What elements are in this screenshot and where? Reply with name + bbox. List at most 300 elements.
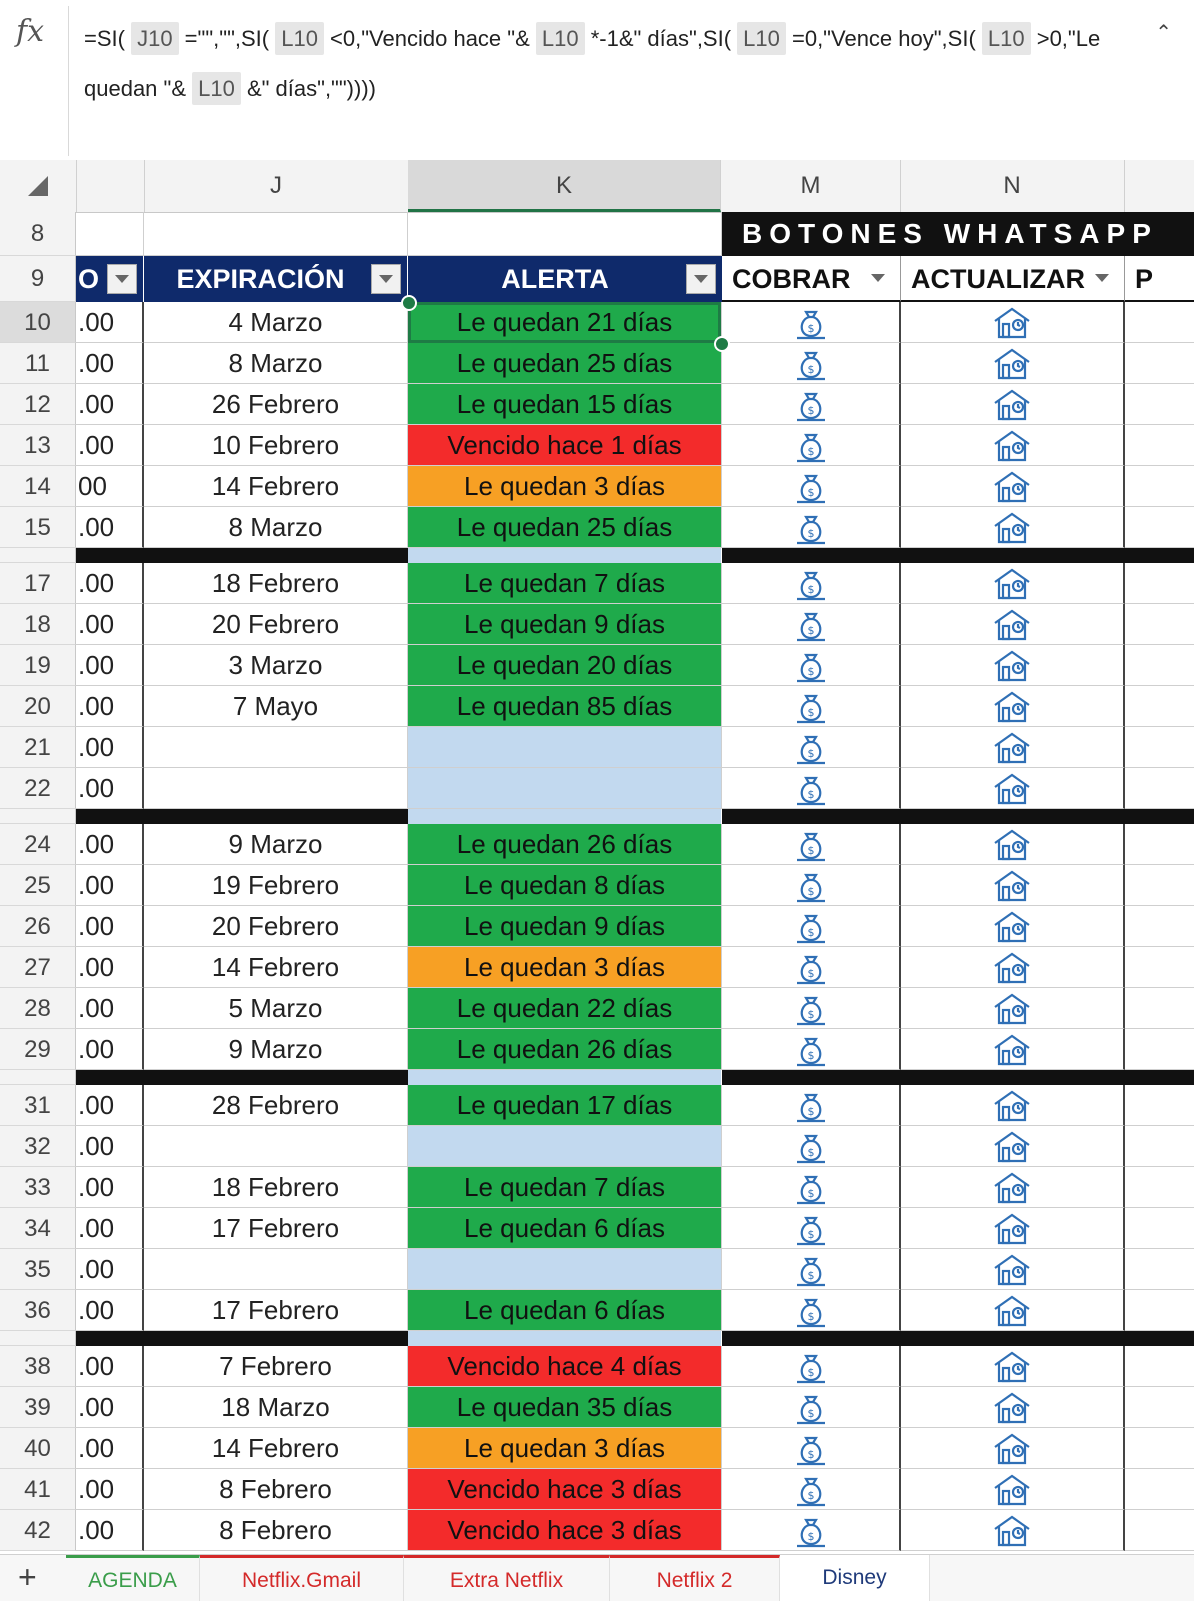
cell-amount[interactable]: .00 [76, 645, 144, 686]
cell-alerta[interactable]: Le quedan 9 días [408, 906, 722, 947]
house-refresh-icon[interactable] [991, 1483, 1033, 1510]
cell-expiracion[interactable] [144, 727, 408, 768]
money-bag-icon[interactable] [791, 1181, 831, 1208]
column-header-k[interactable]: K [408, 160, 721, 212]
money-bag-icon[interactable] [791, 879, 831, 906]
row-header[interactable]: 18 [0, 604, 76, 645]
cell-expiracion[interactable]: 28 Febrero [144, 1085, 408, 1126]
cell-amount[interactable]: .00 [76, 1167, 144, 1208]
cell-expiracion[interactable]: 8 Febrero [144, 1510, 408, 1551]
cell-expiracion[interactable]: 26 Febrero [144, 384, 408, 425]
cell-alerta[interactable]: Le quedan 26 días [408, 824, 722, 865]
money-bag-icon[interactable] [791, 439, 831, 466]
money-bag-icon[interactable] [791, 1442, 831, 1469]
cell-amount[interactable]: .00 [76, 1208, 144, 1249]
row-header[interactable]: 14 [0, 466, 76, 507]
house-refresh-icon[interactable] [991, 838, 1033, 865]
cell[interactable] [1125, 947, 1194, 988]
cell-cobrar[interactable] [722, 824, 901, 865]
cell-expiracion[interactable]: 3 Marzo [144, 645, 408, 686]
cell-amount[interactable]: .00 [76, 1085, 144, 1126]
row-header[interactable]: 25 [0, 865, 76, 906]
sheet-tab[interactable]: AGENDA [66, 1555, 200, 1601]
cell-alerta[interactable]: Le quedan 6 días [408, 1208, 722, 1249]
cell-alerta[interactable]: Le quedan 25 días [408, 507, 722, 548]
sheet-tab[interactable]: Disney [780, 1555, 930, 1601]
money-bag-icon[interactable] [791, 920, 831, 947]
cell[interactable] [1125, 507, 1194, 548]
cell-amount[interactable]: .00 [76, 604, 144, 645]
cell-amount[interactable]: .00 [76, 768, 144, 809]
cell-alerta[interactable]: Le quedan 85 días [408, 686, 722, 727]
cell-expiracion[interactable]: 5 Marzo [144, 988, 408, 1029]
cell-actualizar[interactable] [901, 1249, 1125, 1290]
cell-alerta[interactable] [408, 727, 722, 768]
cell-cobrar[interactable] [722, 1167, 901, 1208]
row-header[interactable]: 32 [0, 1126, 76, 1167]
cell-actualizar[interactable] [901, 466, 1125, 507]
header-alerta[interactable] [408, 256, 722, 302]
house-refresh-icon[interactable] [991, 480, 1033, 507]
cell-alerta[interactable] [408, 768, 722, 809]
cell-alerta[interactable]: Vencido hace 4 días [408, 1346, 722, 1387]
cell-actualizar[interactable] [901, 824, 1125, 865]
cell-amount[interactable]: .00 [76, 988, 144, 1029]
house-refresh-icon[interactable] [991, 439, 1033, 466]
cell-amount[interactable]: .00 [76, 1469, 144, 1510]
money-bag-icon[interactable] [791, 659, 831, 686]
cell-alerta[interactable] [408, 1126, 722, 1167]
cell-amount[interactable]: .00 [76, 563, 144, 604]
cell-expiracion[interactable]: 10 Febrero [144, 425, 408, 466]
house-refresh-icon[interactable] [991, 1360, 1033, 1387]
row-header[interactable]: 24 [0, 824, 76, 865]
row-header-hidden[interactable] [0, 809, 76, 824]
formula-input[interactable] [84, 14, 1124, 114]
selection-handle[interactable] [401, 295, 417, 311]
cell[interactable] [1125, 302, 1194, 343]
house-refresh-icon[interactable] [991, 1401, 1033, 1428]
cell[interactable] [144, 212, 408, 256]
house-refresh-icon[interactable] [991, 1524, 1033, 1551]
money-bag-icon[interactable] [791, 316, 831, 343]
money-bag-icon[interactable] [791, 838, 831, 865]
cell-expiracion[interactable]: 14 Febrero [144, 466, 408, 507]
cell-cobrar[interactable] [722, 604, 901, 645]
cell-cobrar[interactable] [722, 988, 901, 1029]
cell-alerta[interactable]: Le quedan 3 días [408, 466, 722, 507]
header-expiracion[interactable] [144, 256, 408, 302]
sheet-tab[interactable]: Extra Netflix [404, 1555, 610, 1601]
money-bag-icon[interactable] [791, 618, 831, 645]
house-refresh-icon[interactable] [991, 1304, 1033, 1331]
cell-expiracion[interactable]: 18 Marzo [144, 1387, 408, 1428]
row-header[interactable]: 40 [0, 1428, 76, 1469]
cell-expiracion[interactable]: 8 Febrero [144, 1469, 408, 1510]
cell[interactable] [408, 212, 722, 256]
house-refresh-icon[interactable] [991, 316, 1033, 343]
row-header[interactable]: 17 [0, 563, 76, 604]
cell-alerta[interactable]: Le quedan 9 días [408, 604, 722, 645]
house-refresh-icon[interactable] [991, 1442, 1033, 1469]
cell-expiracion[interactable]: 20 Febrero [144, 604, 408, 645]
cell-cobrar[interactable] [722, 1387, 901, 1428]
cell-alerta[interactable] [408, 1249, 722, 1290]
money-bag-icon[interactable] [791, 1140, 831, 1167]
cell[interactable] [76, 212, 144, 256]
cell-alerta[interactable]: Le quedan 35 días [408, 1387, 722, 1428]
sheet-tab[interactable]: Netflix.Gmail [200, 1555, 404, 1601]
cell-expiracion[interactable]: 7 Febrero [144, 1346, 408, 1387]
cell-amount[interactable]: .00 [76, 947, 144, 988]
row-header[interactable]: 10 [0, 302, 76, 343]
cell[interactable] [1125, 466, 1194, 507]
cell-cobrar[interactable] [722, 1290, 901, 1331]
cell-expiracion[interactable]: 9 Marzo [144, 824, 408, 865]
chevron-up-icon[interactable]: ⌃ [1155, 22, 1172, 44]
cell-amount[interactable]: .00 [76, 1126, 144, 1167]
cell[interactable] [1125, 645, 1194, 686]
money-bag-icon[interactable] [791, 357, 831, 384]
cell-actualizar[interactable] [901, 1510, 1125, 1551]
cell-cobrar[interactable] [722, 1208, 901, 1249]
row-header-9[interactable]: 9 [0, 256, 76, 302]
money-bag-icon[interactable] [791, 1304, 831, 1331]
cell-actualizar[interactable] [901, 768, 1125, 809]
cell[interactable] [1125, 1469, 1194, 1510]
cell[interactable] [1125, 1510, 1194, 1551]
cell-alerta[interactable]: Le quedan 25 días [408, 343, 722, 384]
row-header[interactable]: 27 [0, 947, 76, 988]
house-refresh-icon[interactable] [991, 1222, 1033, 1249]
cell-alerta[interactable]: Vencido hace 3 días [408, 1469, 722, 1510]
cell-actualizar[interactable] [901, 1346, 1125, 1387]
cell[interactable] [1125, 727, 1194, 768]
money-bag-icon[interactable] [791, 1222, 831, 1249]
money-bag-icon[interactable] [791, 700, 831, 727]
house-refresh-icon[interactable] [991, 961, 1033, 988]
row-header[interactable]: 21 [0, 727, 76, 768]
row-header[interactable]: 15 [0, 507, 76, 548]
money-bag-icon[interactable] [791, 782, 831, 809]
header-col-i[interactable] [76, 256, 144, 302]
row-header[interactable]: 29 [0, 1029, 76, 1070]
cell[interactable] [1125, 1428, 1194, 1469]
money-bag-icon[interactable] [791, 1524, 831, 1551]
cell-actualizar[interactable] [901, 563, 1125, 604]
cell-amount[interactable]: 00 [76, 466, 144, 507]
money-bag-icon[interactable] [791, 741, 831, 768]
cell-amount[interactable]: .00 [76, 1387, 144, 1428]
cell-actualizar[interactable] [901, 906, 1125, 947]
cell[interactable] [1125, 1387, 1194, 1428]
house-refresh-icon[interactable] [991, 357, 1033, 384]
row-header[interactable]: 22 [0, 768, 76, 809]
filter-dropdown-icon[interactable] [686, 264, 716, 294]
cell-actualizar[interactable] [901, 988, 1125, 1029]
house-refresh-icon[interactable] [991, 920, 1033, 947]
cell[interactable] [1125, 563, 1194, 604]
cell-alerta[interactable]: Le quedan 8 días [408, 865, 722, 906]
money-bag-icon[interactable] [791, 480, 831, 507]
row-header[interactable]: 33 [0, 1167, 76, 1208]
cell-cobrar[interactable] [722, 1249, 901, 1290]
house-refresh-icon[interactable] [991, 1140, 1033, 1167]
cell-actualizar[interactable] [901, 645, 1125, 686]
house-refresh-icon[interactable] [991, 398, 1033, 425]
cell[interactable] [1125, 343, 1194, 384]
cell-cobrar[interactable] [722, 563, 901, 604]
header-alerta-label: ALERTA [501, 264, 609, 294]
cell-alerta[interactable]: Le quedan 20 días [408, 645, 722, 686]
house-refresh-icon[interactable] [991, 700, 1033, 727]
cell-amount[interactable]: .00 [76, 1428, 144, 1469]
money-bag-icon[interactable] [791, 398, 831, 425]
column-header-m[interactable]: M [721, 160, 901, 212]
cell-alerta[interactable]: Le quedan 17 días [408, 1085, 722, 1126]
cell-actualizar[interactable] [901, 865, 1125, 906]
cell-actualizar[interactable] [901, 1167, 1125, 1208]
row-header[interactable]: 35 [0, 1249, 76, 1290]
cell-amount[interactable]: .00 [76, 1029, 144, 1070]
column-header-next[interactable] [1124, 160, 1194, 212]
cell-cobrar[interactable] [722, 1126, 901, 1167]
cell-alerta[interactable]: Le quedan 7 días [408, 563, 722, 604]
money-bag-icon[interactable] [791, 1002, 831, 1029]
money-bag-icon[interactable] [791, 1043, 831, 1070]
cell-alerta[interactable]: Le quedan 22 días [408, 988, 722, 1029]
cell-cobrar[interactable] [722, 1346, 901, 1387]
row-header[interactable]: 19 [0, 645, 76, 686]
house-refresh-icon[interactable] [991, 659, 1033, 686]
cell-amount[interactable]: .00 [76, 1346, 144, 1387]
row-header[interactable]: 12 [0, 384, 76, 425]
filter-dropdown-icon[interactable] [371, 264, 401, 294]
cell[interactable] [1125, 425, 1194, 466]
money-bag-icon[interactable] [791, 1099, 831, 1126]
filter-dropdown-icon[interactable] [1088, 264, 1118, 294]
filter-dropdown-icon[interactable] [107, 264, 137, 294]
header-cobrar[interactable] [722, 256, 901, 302]
cell[interactable] [1125, 906, 1194, 947]
house-refresh-icon[interactable] [991, 1263, 1033, 1290]
house-refresh-icon[interactable] [991, 1043, 1033, 1070]
cell-actualizar[interactable] [901, 1085, 1125, 1126]
cell-alerta[interactable]: Le quedan 3 días [408, 947, 722, 988]
cell-actualizar[interactable] [901, 1290, 1125, 1331]
cell-amount[interactable]: .00 [76, 686, 144, 727]
cell-actualizar[interactable] [901, 425, 1125, 466]
cell-expiracion[interactable] [144, 1249, 408, 1290]
cell-expiracion[interactable]: 20 Febrero [144, 906, 408, 947]
cell-cobrar[interactable] [722, 425, 901, 466]
cell-alerta[interactable]: Vencido hace 1 días [408, 425, 722, 466]
cell-cobrar[interactable] [722, 384, 901, 425]
cell-expiracion[interactable]: 8 Marzo [144, 343, 408, 384]
cell-cobrar[interactable] [722, 302, 901, 343]
row-header[interactable]: 39 [0, 1387, 76, 1428]
cell-expiracion[interactable]: 17 Febrero [144, 1208, 408, 1249]
money-bag-icon[interactable] [791, 961, 831, 988]
cell[interactable] [1125, 1249, 1194, 1290]
cell[interactable] [1125, 1029, 1194, 1070]
cell-expiracion[interactable]: 14 Febrero [144, 1428, 408, 1469]
add-sheet-icon[interactable]: + [18, 1559, 37, 1595]
cell-expiracion[interactable] [144, 768, 408, 809]
cell-expiracion[interactable]: 8 Marzo [144, 507, 408, 548]
house-refresh-icon[interactable] [991, 521, 1033, 548]
row-header[interactable]: 34 [0, 1208, 76, 1249]
cell-cobrar[interactable] [722, 1085, 901, 1126]
row-header[interactable]: 41 [0, 1469, 76, 1510]
cell-cobrar[interactable] [722, 466, 901, 507]
cell-amount[interactable]: .00 [76, 507, 144, 548]
cell-actualizar[interactable] [901, 1208, 1125, 1249]
cell[interactable] [1125, 1167, 1194, 1208]
selection-handle[interactable] [714, 336, 730, 352]
row-header[interactable]: 20 [0, 686, 76, 727]
cell-cobrar[interactable] [722, 768, 901, 809]
row-header[interactable]: 28 [0, 988, 76, 1029]
cell-actualizar[interactable] [901, 686, 1125, 727]
cell-actualizar[interactable] [901, 1387, 1125, 1428]
cell[interactable] [1125, 1346, 1194, 1387]
cell[interactable] [1125, 988, 1194, 1029]
row-header[interactable]: 38 [0, 1346, 76, 1387]
money-bag-icon[interactable] [791, 1360, 831, 1387]
column-header-n[interactable]: N [900, 160, 1125, 212]
cell-expiracion[interactable]: 14 Febrero [144, 947, 408, 988]
cell-amount[interactable]: .00 [76, 865, 144, 906]
cell-expiracion[interactable]: 18 Febrero [144, 563, 408, 604]
cell-actualizar[interactable] [901, 507, 1125, 548]
filter-dropdown-icon[interactable] [864, 264, 894, 294]
row-header-hidden[interactable] [0, 548, 76, 563]
cell-cobrar[interactable] [722, 1510, 901, 1551]
row-header[interactable]: 13 [0, 425, 76, 466]
money-bag-icon[interactable] [791, 1401, 831, 1428]
header-actualizar[interactable] [901, 256, 1125, 302]
row-header[interactable]: 42 [0, 1510, 76, 1551]
house-refresh-icon[interactable] [991, 1002, 1033, 1029]
cell-actualizar[interactable] [901, 343, 1125, 384]
cell-actualizar[interactable] [901, 1469, 1125, 1510]
cell[interactable] [1125, 1290, 1194, 1331]
cell[interactable] [1125, 384, 1194, 425]
select-all-corner[interactable] [0, 160, 77, 212]
house-refresh-icon[interactable] [991, 577, 1033, 604]
cell[interactable] [1125, 1085, 1194, 1126]
cell-cobrar[interactable] [722, 507, 901, 548]
row-header[interactable]: 31 [0, 1085, 76, 1126]
house-refresh-icon[interactable] [991, 1099, 1033, 1126]
cell-amount[interactable]: .00 [76, 727, 144, 768]
cell-alerta[interactable]: Le quedan 21 días [408, 302, 722, 343]
cell-amount[interactable]: .00 [76, 384, 144, 425]
cell-expiracion[interactable] [144, 1126, 408, 1167]
money-bag-icon[interactable] [791, 1483, 831, 1510]
cell-amount[interactable]: .00 [76, 343, 144, 384]
cell-amount[interactable]: .00 [76, 824, 144, 865]
cell[interactable] [1125, 865, 1194, 906]
cell-cobrar[interactable] [722, 1029, 901, 1070]
cell-expiracion[interactable]: 17 Febrero [144, 1290, 408, 1331]
cell-amount[interactable]: .00 [76, 302, 144, 343]
cell-alerta[interactable]: Le quedan 7 días [408, 1167, 722, 1208]
cell[interactable] [1125, 604, 1194, 645]
money-bag-icon[interactable] [791, 1263, 831, 1290]
header-next[interactable]: P [1125, 256, 1194, 302]
house-refresh-icon[interactable] [991, 879, 1033, 906]
cell-actualizar[interactable] [901, 947, 1125, 988]
house-refresh-icon[interactable] [991, 782, 1033, 809]
column-header-j[interactable]: J [144, 160, 409, 212]
cell-actualizar[interactable] [901, 1029, 1125, 1070]
cell-alerta[interactable]: Le quedan 6 días [408, 1290, 722, 1331]
cell-reference: L10 [982, 22, 1031, 55]
house-refresh-icon[interactable] [991, 1181, 1033, 1208]
house-refresh-icon[interactable] [991, 741, 1033, 768]
cell[interactable] [1125, 768, 1194, 809]
cell-actualizar[interactable] [901, 302, 1125, 343]
row-header-hidden[interactable] [0, 1070, 76, 1085]
money-bag-icon[interactable] [791, 577, 831, 604]
cell-actualizar[interactable] [901, 384, 1125, 425]
row-header[interactable]: 11 [0, 343, 76, 384]
sheet-tab[interactable]: Netflix 2 [610, 1555, 780, 1601]
cell-alerta[interactable]: Le quedan 15 días [408, 384, 722, 425]
cell-cobrar[interactable] [722, 727, 901, 768]
cell-alerta[interactable]: Le quedan 26 días [408, 1029, 722, 1070]
cell-cobrar[interactable] [722, 1428, 901, 1469]
cell-cobrar[interactable] [722, 865, 901, 906]
cell-actualizar[interactable] [901, 727, 1125, 768]
cell[interactable] [1125, 1126, 1194, 1167]
cell-cobrar[interactable] [722, 1469, 901, 1510]
cell-amount[interactable]: .00 [76, 906, 144, 947]
cell-expiracion[interactable]: 9 Marzo [144, 1029, 408, 1070]
cell-amount[interactable]: .00 [76, 1249, 144, 1290]
cell-actualizar[interactable] [901, 1428, 1125, 1469]
cell-amount[interactable]: .00 [76, 1510, 144, 1551]
cell[interactable] [1125, 1208, 1194, 1249]
cell-expiracion[interactable]: 19 Febrero [144, 865, 408, 906]
house-refresh-icon[interactable] [991, 618, 1033, 645]
cell-alerta[interactable]: Vencido hace 3 días [408, 1510, 722, 1551]
cell-cobrar[interactable] [722, 343, 901, 384]
cell-expiracion[interactable]: 4 Marzo [144, 302, 408, 343]
cell[interactable] [1125, 686, 1194, 727]
cell-amount[interactable]: .00 [76, 1290, 144, 1331]
cell-actualizar[interactable] [901, 1126, 1125, 1167]
cell[interactable] [1125, 824, 1194, 865]
cell-cobrar[interactable] [722, 686, 901, 727]
cell-cobrar[interactable] [722, 947, 901, 988]
money-bag-icon[interactable] [791, 521, 831, 548]
row-header[interactable]: 26 [0, 906, 76, 947]
cell-alerta[interactable]: Le quedan 3 días [408, 1428, 722, 1469]
row-header-hidden[interactable] [0, 1331, 76, 1346]
cell-expiracion[interactable]: 7 Mayo [144, 686, 408, 727]
cell-actualizar[interactable] [901, 604, 1125, 645]
cell-cobrar[interactable] [722, 645, 901, 686]
row-header[interactable]: 36 [0, 1290, 76, 1331]
column-header-i[interactable] [76, 160, 145, 212]
cell-cobrar[interactable] [722, 906, 901, 947]
cell-amount[interactable]: .00 [76, 425, 144, 466]
row-header-8[interactable]: 8 [0, 212, 76, 256]
cell-expiracion[interactable]: 18 Febrero [144, 1167, 408, 1208]
